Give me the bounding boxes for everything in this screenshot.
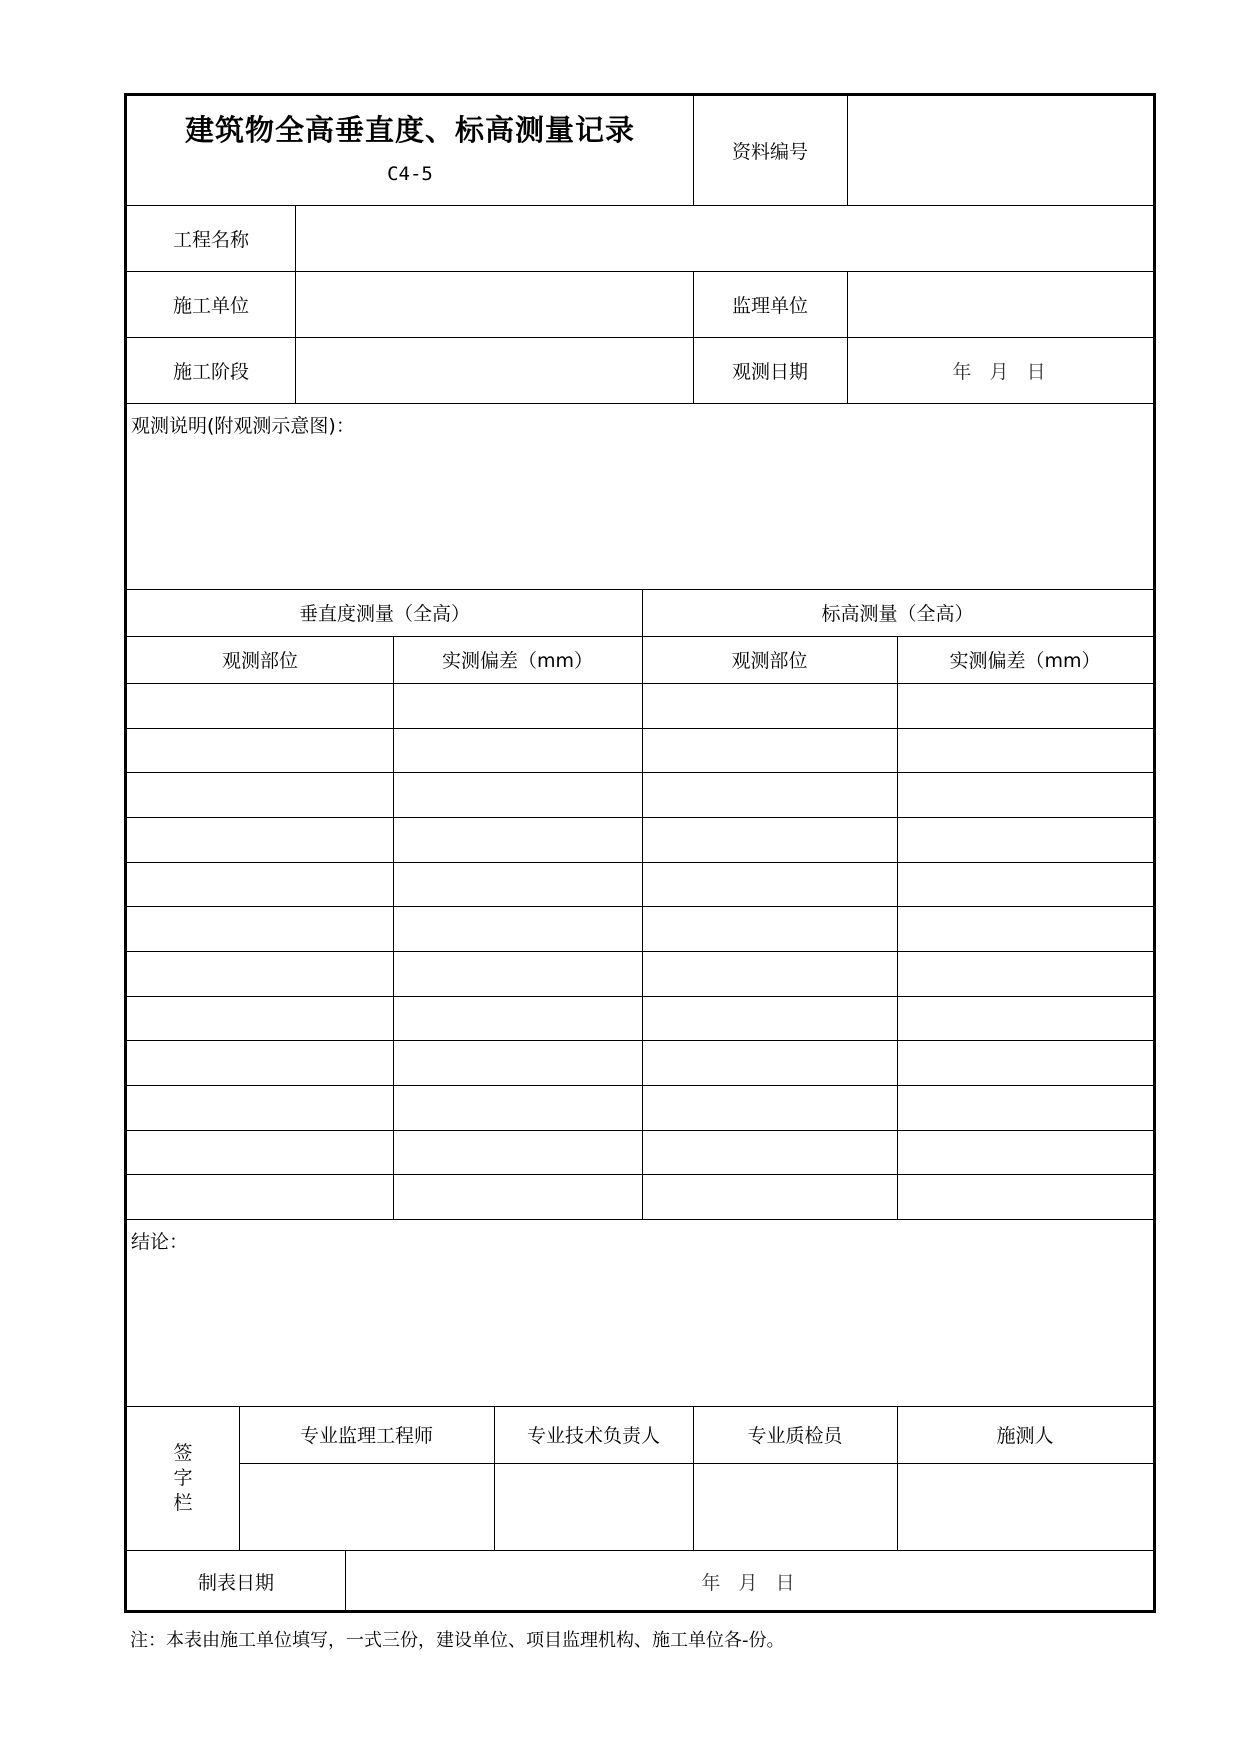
elevation-deviation-cell[interactable] [897, 1174, 1153, 1219]
vertical-position-cell[interactable] [127, 772, 393, 817]
elevation-deviation-cell[interactable] [897, 862, 1153, 907]
elevation-deviation-cell[interactable] [897, 1085, 1153, 1130]
footnote: 注：本表由施工单位填写，一式三份，建设单位、项目监理机构、施工单位各-份。 [130, 1630, 785, 1651]
vertical-deviation-cell[interactable] [393, 951, 642, 996]
table-date-label: 制表日期 [197, 1572, 274, 1594]
signature-char: 栏 [173, 1491, 193, 1514]
construction-unit-field[interactable] [295, 271, 693, 337]
vertical-deviation-cell[interactable] [393, 1085, 642, 1130]
elevation-deviation-col: 实测偏差（mm） [949, 650, 1101, 672]
elevation-deviation-cell[interactable] [897, 772, 1153, 817]
vertical-position-cell[interactable] [127, 1174, 393, 1219]
elevation-deviation-cell[interactable] [897, 996, 1153, 1041]
role-supervision-engineer: 专业监理工程师 [299, 1425, 433, 1447]
sign-field-surveyor[interactable] [897, 1463, 1153, 1550]
description-area[interactable] [127, 403, 1153, 589]
vertical-deviation-cell[interactable] [393, 1040, 642, 1085]
description-label: 观测说明(附观测示意图)： [131, 415, 355, 437]
supervision-unit-field[interactable] [847, 271, 1153, 337]
doc-no-label: 资料编号 [731, 141, 808, 163]
observe-date-field[interactable]: 年 月 日 [952, 360, 1048, 383]
sign-field-supervision-engineer[interactable] [239, 1463, 494, 1550]
sign-field-technical-lead[interactable] [494, 1463, 693, 1550]
elevation-deviation-cell[interactable] [897, 728, 1153, 773]
elevation-position-cell[interactable] [642, 1085, 897, 1130]
elevation-position-cell[interactable] [642, 906, 897, 951]
project-name-label: 工程名称 [172, 228, 249, 251]
elevation-position-cell[interactable] [642, 1174, 897, 1219]
elevation-position-cell[interactable] [642, 817, 897, 862]
vertical-position-cell[interactable] [127, 906, 393, 951]
vertical-position-cell[interactable] [127, 862, 393, 907]
table-date-field[interactable]: 年 月 日 [701, 1572, 797, 1594]
sign-field-quality-inspector[interactable] [693, 1463, 897, 1550]
role-technical-lead: 专业技术负责人 [526, 1425, 660, 1447]
vertical-position-cell[interactable] [127, 683, 393, 728]
vertical-position-cell[interactable] [127, 817, 393, 862]
form-code: C4-5 [387, 163, 433, 185]
elevation-deviation-cell[interactable] [897, 906, 1153, 951]
record-form [124, 93, 1156, 1613]
elevation-position-cell[interactable] [642, 683, 897, 728]
role-quality-inspector: 专业质检员 [747, 1425, 843, 1447]
vertical-position-cell[interactable] [127, 1040, 393, 1085]
elevation-deviation-cell[interactable] [897, 1040, 1153, 1085]
elevation-measure-header: 标高测量（全高） [821, 603, 974, 625]
conclusion-area[interactable] [127, 1219, 1153, 1406]
signature-char: 字 [173, 1466, 193, 1489]
conclusion-label: 结论： [131, 1231, 189, 1253]
construction-unit-label: 施工单位 [172, 294, 249, 317]
elevation-position-cell[interactable] [642, 996, 897, 1041]
elevation-position-cell[interactable] [642, 772, 897, 817]
doc-no-field[interactable] [847, 96, 1153, 205]
elevation-position-cell[interactable] [642, 1040, 897, 1085]
construction-stage-label: 施工阶段 [172, 360, 249, 383]
vertical-deviation-cell[interactable] [393, 1130, 642, 1175]
vertical-deviation-cell[interactable] [393, 683, 642, 728]
vertical-measure-header: 垂直度测量（全高） [298, 603, 470, 625]
project-name-field[interactable] [295, 205, 1153, 271]
elevation-deviation-cell[interactable] [897, 817, 1153, 862]
vertical-deviation-cell[interactable] [393, 1174, 642, 1219]
elevation-position-cell[interactable] [642, 1130, 897, 1175]
vertical-position-cell[interactable] [127, 728, 393, 773]
form-title: 建筑物全高垂直度、标高测量记录 [184, 112, 635, 147]
vertical-deviation-cell[interactable] [393, 772, 642, 817]
role-surveyor: 施测人 [996, 1425, 1054, 1447]
signature-char: 签 [173, 1441, 193, 1464]
construction-stage-field[interactable] [295, 337, 693, 403]
vertical-position-cell[interactable] [127, 951, 393, 996]
elevation-deviation-cell[interactable] [897, 951, 1153, 996]
elevation-deviation-cell[interactable] [897, 683, 1153, 728]
vertical-deviation-col: 实测偏差（mm） [441, 650, 594, 672]
vertical-position-cell[interactable] [127, 996, 393, 1041]
observe-date-label: 观测日期 [731, 360, 808, 383]
elevation-position-col: 观测部位 [731, 650, 808, 672]
vertical-position-cell[interactable] [127, 1130, 393, 1175]
elevation-position-cell[interactable] [642, 862, 897, 907]
elevation-deviation-cell[interactable] [897, 1130, 1153, 1175]
vertical-deviation-cell[interactable] [393, 862, 642, 907]
vertical-deviation-cell[interactable] [393, 906, 642, 951]
vertical-position-cell[interactable] [127, 1085, 393, 1130]
supervision-unit-label: 监理单位 [731, 294, 808, 317]
vertical-position-col: 观测部位 [221, 650, 298, 672]
elevation-position-cell[interactable] [642, 951, 897, 996]
vertical-deviation-cell[interactable] [393, 996, 642, 1041]
vertical-deviation-cell[interactable] [393, 728, 642, 773]
signature-label [127, 1406, 239, 1550]
vertical-deviation-cell[interactable] [393, 817, 642, 862]
elevation-position-cell[interactable] [642, 728, 897, 773]
